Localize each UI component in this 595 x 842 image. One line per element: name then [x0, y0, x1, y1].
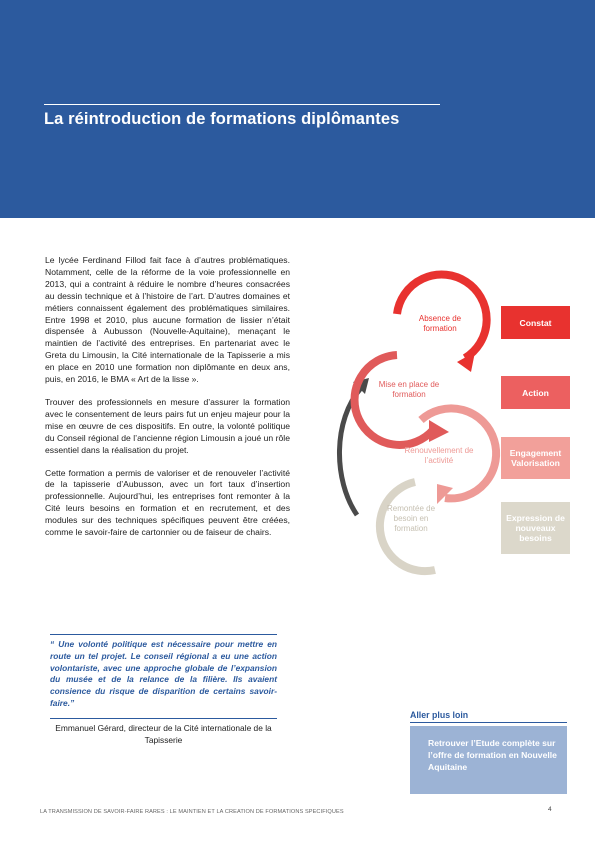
page-title: La réintroduction de formations diplômantes: [44, 110, 400, 128]
quote-author: Emmanuel Gérard, directeur de la Cité internationale de la Tapisserie: [55, 722, 272, 745]
cycle-label-renouvellement: Renouvellement de l’activité: [404, 446, 474, 465]
quote-rule-top: [50, 634, 277, 635]
cycle-label-mise: Mise en place de formation: [378, 380, 440, 399]
paragraph: Cette formation a permis de valoriser et de renouveler l’activité de la tapisserie d’Aubusson, avec un fort taux d’insertion professionnelle. Aujourd’hui, les entreprises font remonter à la Cité leurs besoins en formation et en recrutement, et des modules sur des techniques spécifiques peuvent être créées, comme le savoir-faire de cartonnier ou de faiseur de chairs.: [45, 467, 290, 538]
quote-text: “ Une volonté politique est nécessaire pour mettre en route un tel projet. Le conseil régional a eu une action volontariste, avec une approche globale de l’expansion du musée et de la relance de la filière. Ils avaient consience du risque de disparition de certains savoir-faire.”: [50, 639, 277, 708]
aside-link-box[interactable]: [410, 726, 567, 794]
header-banner: [0, 0, 595, 218]
aside-link-text[interactable]: Retrouver l’Etude complète sur l’offre de formation en Nouvelle Aquitaine: [428, 738, 557, 772]
cycle-label-remontee: Remontée de besoin en formation: [386, 504, 436, 533]
page-number: 4: [548, 806, 552, 813]
quote-box: [50, 634, 277, 746]
side-box-constat: Constat: [501, 306, 570, 339]
paragraph: Trouver des professionnels en mesure d’assurer la formation avec le consentement de leurs pairs fut un enjeu majeur pour la mise en œuvre de ces dispositifs. En outre, la volonté politique du Conseil régional de l’ancienne région Limousin a joué un rôle essentiel dans la réalisation du projet.: [45, 396, 290, 455]
ring-mise-arrowhead: [429, 420, 449, 442]
side-box-action: Action: [501, 376, 570, 409]
quote-rule-bottom: [50, 718, 277, 719]
side-box-engagement: Engagement Valorisation: [501, 437, 570, 479]
paragraph: Le lycée Ferdinand Fillod fait face à d’autres problématiques. Notamment, celle de la réforme de la voie professionnelle en 2013, qui a contraint à réduire le nombre d’heures consacrées au dessin technique et à l’histoire de l’art. D’autres domaines et métiers connaissent également des problématiques similaires. Entre 1998 et 2010, plus aucune formation de lissier n’était dispensée à Aubusson (Nouvelle-Aquitaine), menaçant le maintien de l’activité des entreprises. En partenariat avec le Greta du Limousin, la Cité internationale de la Tapisserie a mis en place en 2010 une formation non diplômante en deux ans, puis, en 2016, le BMA « Art de la lisse ».: [45, 255, 290, 385]
cycle-label-absence: Absence de formation: [418, 314, 462, 333]
aside-title: Aller plus loin: [410, 710, 469, 720]
aside-rule: [410, 722, 567, 723]
header-rule: [44, 104, 440, 105]
footer-text: LA TRANSMISSION DE SAVOIR-FAIRE RARES : LE MAINTIEN ET LA CREATION DE FORMATIONS SPECIFIQUES: [40, 809, 344, 815]
cycle-diagram: [325, 270, 515, 590]
body-text: [45, 255, 290, 550]
side-box-expression: Expression de nouveaux besoins: [501, 502, 570, 554]
